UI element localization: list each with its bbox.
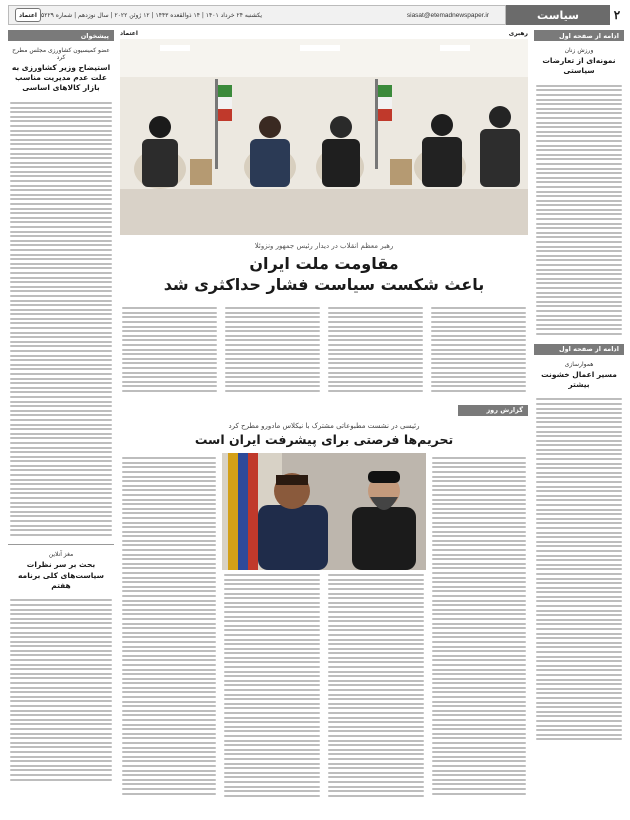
header-date: یکشنبه ۲۴ خرداد ۱۴۰۱ | ۱۴ ذوالقعده ۱۴۴۳ | ۱۲ ژوئن ۲۰۲۲ | سال نوزدهم | شماره ۵۲۲۹ [41,11,263,19]
section2-headline: تحریم‌ها فرصتی برای پیشرفت ایران است [194,431,454,447]
right-article-kicker: ورزش زنان [564,47,594,54]
section2-tab: گزارش روز [458,405,528,416]
main-headline [120,254,528,296]
right-article-title: نمونه‌ای از تعارضات سیاستی [542,56,616,76]
strip-label-left: اعتماد [120,30,138,37]
right-column [534,30,624,814]
newspaper-logo: اعتماد [15,8,41,22]
strip-label-right: رهبری [508,30,528,37]
left-column-tab: پیشخوان [8,30,114,41]
page-header [8,5,624,25]
middle-top-strip [120,30,528,37]
main-article-body [120,303,528,401]
right-article-body [534,80,624,339]
left-article-title: استیضاح وزیر کشاورزی به علت عدم مدیریت مناسب بازار کالاهای اساسی [11,63,111,93]
right-article2-body [534,394,624,745]
left-article2-kicker: مغز آنلاین [48,551,74,559]
press-conference-graphic [222,453,426,570]
meeting-photo [120,39,528,235]
right-column-tab-2: ادامه از صفحه اول [534,344,624,355]
right-column-tab: ادامه از صفحه اول [534,30,624,41]
page-number: ۲ [610,5,624,25]
main-headline-line2: باعث شکست سیاست فشار حداکثری شد [163,274,485,294]
left-article-body [8,97,114,540]
section-title: سیاست [506,5,610,25]
section2-photo-column [222,453,426,802]
meeting-photo-graphic [120,39,528,235]
section2-body [120,453,528,802]
left-article2-title: بحث بر سر نظرات سیاست‌های کلی برنامه هفتم [18,560,104,590]
header-email[interactable]: siasat@etemadnewspaper.ir [406,11,489,19]
right-article2-kicker: هموارسازی [564,360,594,368]
left-article-kicker: عضو کمیسیون کشاورزی مجلس مطرح کرد [12,47,110,61]
main-kicker: رهبر معظم انقلاب در دیدار رئیس جمهور ونزوئلا [254,242,394,250]
left-article2-body [8,595,114,785]
left-column [8,30,114,814]
right-article2-title: مسیر اعمال خشونت بیشتر [541,369,617,389]
header-bar [8,5,506,25]
main-headline-line1: مقاومت ملت ایران [249,254,399,273]
section2-kicker: رئیسی در نشست مطبوعاتی مشترک با نیکلاس مادورو مطرح کرد [228,421,420,430]
middle-column [120,30,528,814]
press-conference-photo [222,453,426,570]
